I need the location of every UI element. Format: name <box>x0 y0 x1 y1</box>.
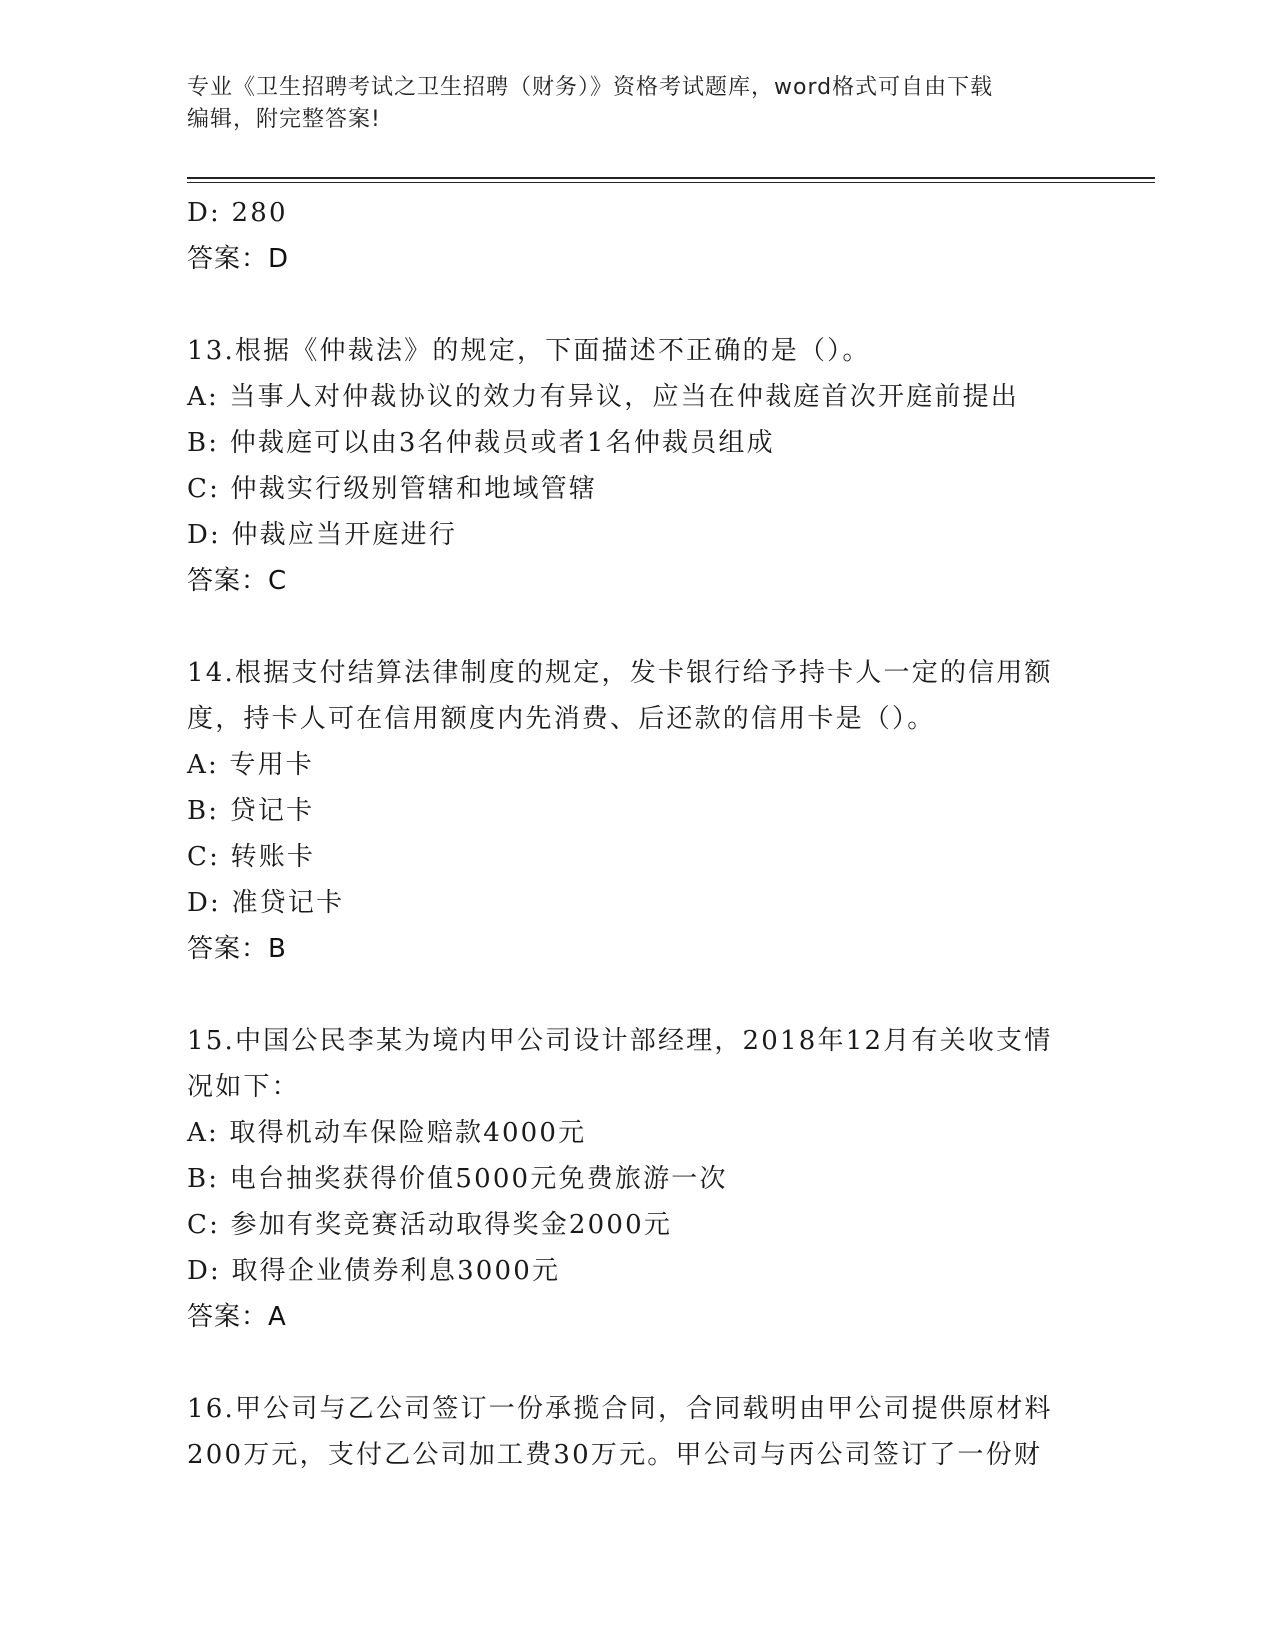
question-content <box>187 190 1087 1478</box>
question-stem-line: 200万元，支付乙公司加工费30万元。甲公司与丙公司签订了一份财 <box>187 1440 1043 1470</box>
option-b: B: 仲裁庭可以由3名仲裁员或者1名仲裁员组成 <box>187 428 775 458</box>
question-stem-line: 16.甲公司与乙公司签订一份承揽合同，合同载明由甲公司提供原材料 <box>187 1394 1053 1424</box>
option-c: C: 仲裁实行级别管辖和地域管辖 <box>187 474 598 504</box>
previous-question-tail <box>187 190 1087 282</box>
option-c: C: 转账卡 <box>187 842 316 872</box>
header-line-1: 专业《卫生招聘考试之卫生招聘（财务）》资格考试题库，word格式可自由下载 <box>187 75 994 100</box>
header-line-2: 编辑，附完整答案! <box>187 107 381 132</box>
question-stem-line: 度，持卡人可在信用额度内先消费、后还款的信用卡是（）。 <box>187 704 936 734</box>
option-a: A: 专用卡 <box>187 750 315 780</box>
question-16 <box>187 1386 1087 1478</box>
answer-line: 答案：B <box>187 934 287 964</box>
question-14 <box>187 650 1087 972</box>
header-divider-thin <box>187 182 1155 183</box>
question-stem-line: 况如下： <box>187 1072 300 1102</box>
question-stem-line: 15.中国公民李某为境内甲公司设计部经理，2018年12月有关收支情 <box>187 1026 1053 1056</box>
answer-line: 答案：C <box>187 566 288 596</box>
question-15 <box>187 1018 1087 1340</box>
page-header <box>187 72 1087 136</box>
option-d: D: 仲裁应当开庭进行 <box>187 520 458 550</box>
option-a: A: 取得机动车保险赔款4000元 <box>187 1118 587 1148</box>
option-a: A: 当事人对仲裁协议的效力有异议，应当在仲裁庭首次开庭前提出 <box>187 382 1020 412</box>
option-b: B: 电台抽奖获得价值5000元免费旅游一次 <box>187 1164 728 1194</box>
option-b: B: 贷记卡 <box>187 796 315 826</box>
answer-line: 答案：D <box>187 244 290 274</box>
question-13 <box>187 328 1087 604</box>
header-divider-thick <box>187 177 1155 179</box>
answer-line: 答案：A <box>187 1302 287 1332</box>
question-stem-line: 14.根据支付结算法律制度的规定，发卡银行给予持卡人一定的信用额 <box>187 658 1053 688</box>
option-d: D: 取得企业债券利息3000元 <box>187 1256 561 1286</box>
option-d: D: 280 <box>187 198 288 228</box>
option-c: C: 参加有奖竞赛活动取得奖金2000元 <box>187 1210 673 1240</box>
option-d: D: 准贷记卡 <box>187 888 345 918</box>
question-stem-line: 13.根据《仲裁法》的规定，下面描述不正确的是（）。 <box>187 336 871 366</box>
